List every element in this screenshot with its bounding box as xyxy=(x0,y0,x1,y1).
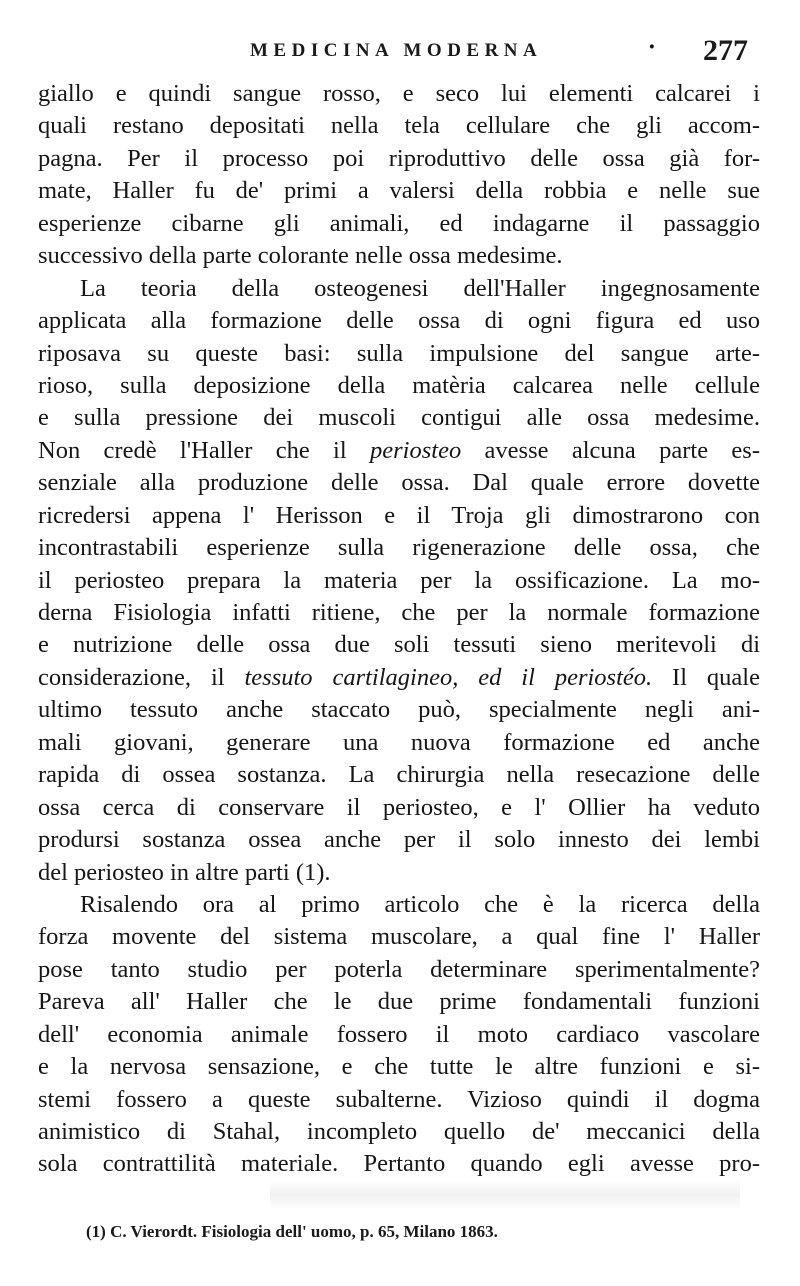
text-line: il periosteo prepara la materia per la ossificazione. La mo- xyxy=(38,566,760,594)
text-line-with-italic xyxy=(38,435,760,467)
page-number: 277 xyxy=(703,34,748,67)
paragraph-start: Risalendo ora al primo articolo che è la ricerca della xyxy=(80,890,760,918)
text-line: rioso, sulla deposizione della matèria calcarea nelle cellule xyxy=(38,371,760,399)
running-title: MEDICINA MODERNA xyxy=(250,40,543,61)
text-line: riposava su queste basi: sulla impulsione del sangue arte- xyxy=(38,339,760,367)
text-segment: Non credè l'Haller che il xyxy=(38,436,371,464)
text-line: e la nervosa sensazione, e che tutte le altre funzioni e si- xyxy=(38,1053,760,1081)
bleed-through-stain xyxy=(270,1180,740,1210)
text-line: prodursi sostanza ossea anche per il solo innesto dei lembi xyxy=(38,826,760,854)
text-line: rapida di ossea sostanza. La chirurgia nella resecazione delle xyxy=(38,761,760,789)
text-segment: avesse alcuna parte es- xyxy=(461,436,760,464)
text-line: senziale alla produzione delle ossa. Dal quale errore dovette xyxy=(38,469,760,497)
text-line: ultimo tessuto anche staccato può, specialmente negli ani- xyxy=(38,696,760,724)
text-line: ricredersi appena l' Herisson e il Troja gli dimostrarono con xyxy=(38,501,760,529)
text-line: stemi fossero a queste subalterne. Vizioso quindi il dogma xyxy=(38,1085,760,1113)
text-line: animistico di Stahal, incompleto quello de' meccanici della xyxy=(38,1118,760,1145)
text-line: quali restano depositati nella tela cellulare che gli accom- xyxy=(38,112,760,140)
text-line: forza movente del sistema muscolare, a qual fine l' Haller xyxy=(38,923,760,951)
text-line: del periosteo in altre parti (1). xyxy=(38,858,331,886)
text-line: e sulla pressione dei muscoli contigui alle ossa medesime. xyxy=(38,404,760,432)
text-line-with-italic xyxy=(38,662,760,694)
running-head xyxy=(38,36,762,80)
text-line: pose tanto studio per poterla determinare sperimentalmente? xyxy=(38,955,760,983)
text-line: pagna. Per il processo poi riproduttivo delle ossa già for- xyxy=(38,144,760,172)
text-line: mate, Haller fu de' primi a valersi della robbia e nelle sue xyxy=(38,177,760,205)
italic-term: periosteo xyxy=(370,436,462,464)
text-line: mali giovani, generare una nuova formazione ed anche xyxy=(38,728,760,756)
text-line: derna Fisiologia infatti ritiene, che per la normale formazione xyxy=(38,599,760,626)
text-line: e nutrizione delle ossa due soli tessuti sieno meritevoli di xyxy=(38,631,760,659)
text-line: Pareva all' Haller che le due prime fondamentali funzioni xyxy=(38,988,760,1016)
text-line: ossa cerca di conservare il periosteo, e l' Ollier ha veduto xyxy=(38,793,760,821)
text-line: sola contrattilità materiale. Pertanto quando egli avesse pro- xyxy=(38,1150,760,1178)
text-line: giallo e quindi sangue rosso, e seco lui elementi calcarei i xyxy=(38,80,760,107)
body-text xyxy=(38,78,760,1181)
footnote: (1) C. Vierordt. Fisiologia dell' uomo, p. 65, Milano 1863. xyxy=(86,1222,498,1241)
text-line: successivo della parte colorante nelle ossa medesime. xyxy=(38,242,563,270)
text-segment: considerazione, il xyxy=(38,663,245,691)
header-dot: · xyxy=(648,34,656,60)
text-line: dell' economia animale fossero il moto cardiaco vascolare xyxy=(38,1020,760,1048)
italic-term: tessuto cartilagineo, ed il periostéo. xyxy=(244,663,653,691)
text-line: incontrastabili esperienze sulla rigenerazione delle ossa, che xyxy=(38,534,760,562)
paragraph-start: La teoria della osteogenesi dell'Haller ingegnosamente xyxy=(80,274,760,302)
text-line: applicata alla formazione delle ossa di ogni figura ed uso xyxy=(38,307,760,335)
text-segment: Il quale xyxy=(652,663,760,691)
text-line: esperienze cibarne gli animali, ed indagarne il passaggio xyxy=(38,209,760,237)
